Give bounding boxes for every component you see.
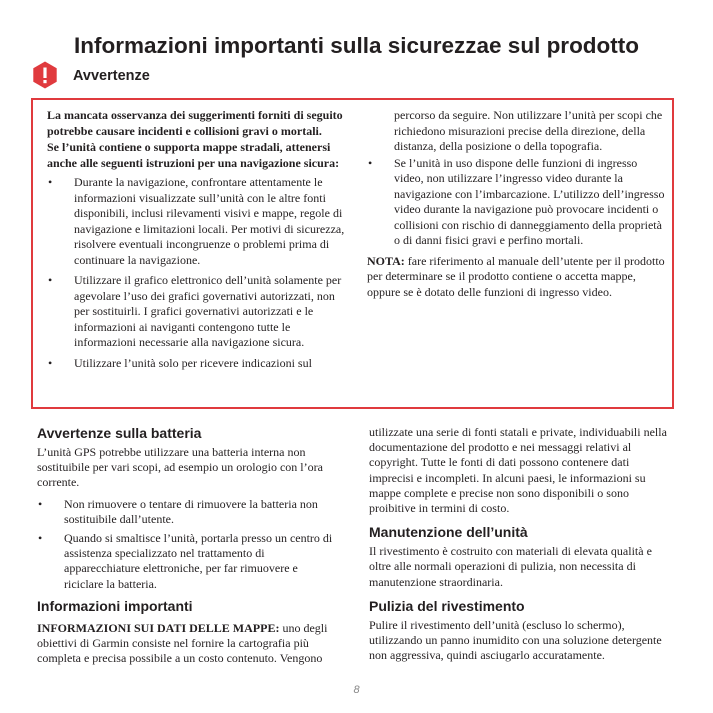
warning-maps-intro: Se l’unità contiene o supporta mappe stradali, attenersi anche alle seguenti istruzioni per una navigazione sicura: <box>47 140 340 170</box>
list-item <box>47 175 345 268</box>
bullet-glyph: • <box>38 531 43 546</box>
warning-intro: La mancata osservanza dei suggerimenti forniti di seguito potrebbe causare incidenti e collisioni gravi o mortali. <box>47 108 343 138</box>
warning-bullet-list <box>47 175 345 371</box>
map-data-label: INFORMAZIONI SUI DATI DELLE MAPPE: <box>37 620 280 635</box>
warning-icon <box>30 60 60 90</box>
map-data-text: uno degli obiettivi di Garmin consiste nel fornire la cartografia più completa e precisa possibile a un costo contenuto. Vengono <box>37 620 328 666</box>
page-title: Informazioni importanti sulla sicurezzae sul prodotto <box>73 33 640 58</box>
list-item <box>37 497 337 527</box>
list-item-text: Se l’unità in uso dispone delle funzioni di ingresso video, non utilizzare l’ingresso video durante la navigazione con l’imbarcazione. L’utilizzo dell’ingresso video durante la navigazione può provocare incidenti o collisioni con rischio di danneggiamento della proprietà o di danni fisici gravi e perfino mortali. <box>394 155 665 247</box>
bullet-glyph: • <box>48 355 53 370</box>
left-column <box>37 425 337 672</box>
list-item-text: Durante la navigazione, confrontare attentamente le informazioni visualizzate sull’unità con le altre fonti disponibili, inclusi rilevamenti visivi e mappe, regole di navigazione e limitazioni locali. Per motivi di sicurezza, risolvere eventuali incongruenze o problemi prima di continuare la navigazione. <box>74 175 345 267</box>
note-text: fare riferimento al manuale dell’utente per il prodotto per determinare se il prodotto contiene o accetta mappe, oppure se è dotato delle funzioni di ingresso video. <box>367 253 665 299</box>
note-paragraph <box>367 254 665 301</box>
important-heading: Informazioni importanti <box>37 597 193 614</box>
list-item-text: Quando si smaltisce l’unità, portarla presso un centro di assistenza specializzato nel trattamento di apparecchiature elettroniche, per far rimuovere e riciclare la batteria. <box>64 531 333 591</box>
warning-box <box>31 98 674 409</box>
list-item <box>47 273 345 351</box>
maintenance-heading: Manutenzione dell’unità <box>369 524 528 541</box>
cleaning-text: Pulire il rivestimento dell’unità (escluso lo schermo), utilizzando un panno inumidito con una soluzione detergente non aggressiva, quindi asciugarlo accuratamente. <box>369 617 662 663</box>
cleaning-heading: Pulizia del rivestimento <box>369 597 525 614</box>
battery-bullet-list <box>37 497 337 592</box>
right-column <box>369 425 669 669</box>
bullet-glyph: • <box>48 273 53 287</box>
note-label: NOTA: <box>367 253 405 268</box>
page-number: 8 <box>353 684 360 696</box>
battery-text: L’unità GPS potrebbe utilizzare una batteria interna non sostituibile per vari scopi, ad esempio un orologio con l’ora corrente. <box>37 445 323 490</box>
warning-right-column <box>367 108 665 301</box>
warning-heading: Avvertenze <box>73 68 150 84</box>
maintenance-text: Il rivestimento è costruito con materiali di elevata qualità e oltre alle normali operazioni di pulizia, non necessita di manutenzione straordinaria. <box>369 544 652 589</box>
bullet-glyph: • <box>38 496 43 511</box>
list-item <box>37 531 337 592</box>
list-item-text: Non rimuovere o tentare di rimuovere la batteria non sostituibile dall’utente. <box>64 496 318 526</box>
map-data-paragraph <box>37 621 337 667</box>
battery-heading: Avvertenze sulla batteria <box>37 425 202 441</box>
bullet-glyph: • <box>368 155 373 170</box>
list-item-text: Utilizzare il grafico elettronico dell’unità solamente per agevolare l’uso dei grafici governativi autorizzati, non per sostituirli. I grafici governativi autorizzati e le informazioni ai naviganti contengono tutte le informazioni necessarie alla navigazione sicura. <box>74 273 342 349</box>
warning-bullet-list-right <box>367 156 665 249</box>
warning-continuation: percorso da seguire. Non utilizzare l’unità per scopi che richiedono misurazioni precise della direzione, della distanza, della posizione o della topografia. <box>394 108 663 153</box>
bullet-glyph: • <box>48 175 53 189</box>
list-item <box>47 356 345 372</box>
map-data-continuation: utilizzate una serie di fonti statali e private, individuabili nella documentazione del prodotto e nei messaggi relativi al copyright. Tutte le fonti di dati possono contenere dati imprecisi e incompleti. In alcuni paesi, le informazioni su mappe complete e precise non sono disponibili o sono proibitive in termini di costo. <box>369 425 667 516</box>
warning-left-column <box>47 108 345 376</box>
list-item <box>367 156 665 249</box>
list-item-text: Utilizzare l’unità solo per ricevere indicazioni sul <box>74 355 312 370</box>
